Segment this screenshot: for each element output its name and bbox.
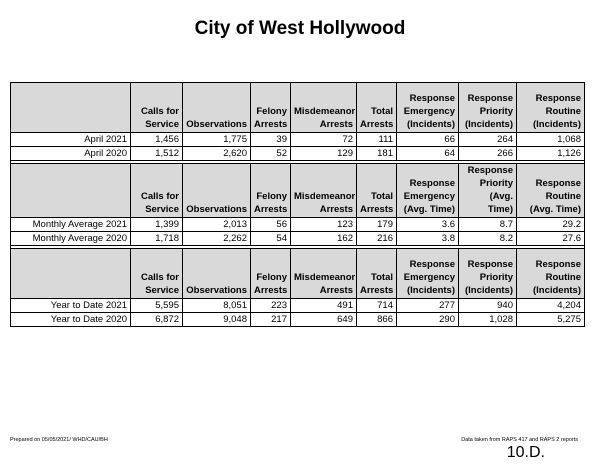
row-label: Monthly Average 2021 [11,218,131,232]
cell-routine: 27.6 [517,232,585,246]
cell-routine: 4,204 [517,299,585,313]
header-response-priority: Response Priority (Avg. Time) [459,164,517,218]
header-observations: Observations [183,83,251,133]
cell-emergency: 3.8 [397,232,459,246]
header-calls-for-service: Calls for Service [131,249,183,299]
prepared-note: Prepared on 05/05/2021/ WHD/CAU/BH [10,437,108,443]
cell-emergency: 290 [397,313,459,327]
cell-felony: 217 [251,313,291,327]
cell-routine: 29.2 [517,218,585,232]
header-blank-cell [11,83,131,133]
cell-felony: 56 [251,218,291,232]
header-total-arrests: Total Arrests [357,249,397,299]
cell-routine: 5,275 [517,313,585,327]
cell-priority: 940 [459,299,517,313]
cell-routine: 1,068 [517,133,585,147]
cell-total: 714 [357,299,397,313]
row-label: Year to Date 2020 [11,313,131,327]
cell-emergency: 277 [397,299,459,313]
cell-observations: 1,775 [183,133,251,147]
cell-routine: 1,126 [517,147,585,161]
cell-observations: 2,262 [183,232,251,246]
header-response-priority: Response Priority (Incidents) [459,83,517,133]
header-response-emergency: Response Emergency (Avg. Time) [397,164,459,218]
cell-total: 866 [357,313,397,327]
cell-priority: 8.2 [459,232,517,246]
cell-total: 216 [357,232,397,246]
cell-calls: 6,872 [131,313,183,327]
april-stats-table [10,82,585,170]
monthly-average-table [10,163,585,255]
cell-priority: 266 [459,147,517,161]
cell-misdemeanor: 649 [291,313,357,327]
year-to-date-table [10,248,585,327]
cell-misdemeanor: 72 [291,133,357,147]
header-misdemeanor-arrests: Misdemeanor Arrests [291,164,357,218]
table-row [11,313,585,327]
header-observations: Observations [183,164,251,218]
header-calls-for-service: Calls for Service [131,83,183,133]
cell-felony: 54 [251,232,291,246]
cell-total: 179 [357,218,397,232]
cell-misdemeanor: 162 [291,232,357,246]
page-title: City of West Hollywood [194,18,406,39]
header-observations: Observations [183,249,251,299]
table-row [11,218,585,232]
cell-emergency: 64 [397,147,459,161]
cell-calls: 1,512 [131,147,183,161]
table-row [11,147,585,161]
header-felony-arrests: Felony Arrests [251,249,291,299]
header-response-priority: Response Priority (Incidents) [459,249,517,299]
cell-total: 181 [357,147,397,161]
cell-priority: 8.7 [459,218,517,232]
cell-emergency: 3.6 [397,218,459,232]
cell-observations: 8,051 [183,299,251,313]
table-row [11,299,585,313]
cell-calls: 5,595 [131,299,183,313]
header-felony-arrests: Felony Arrests [251,164,291,218]
header-misdemeanor-arrests: Misdemeanor Arrests [291,83,357,133]
row-label: April 2021 [11,133,131,147]
header-response-routine: Response Routine (Incidents) [517,249,585,299]
header-response-emergency: Response Emergency (Incidents) [397,83,459,133]
cell-total: 111 [357,133,397,147]
cell-calls: 1,399 [131,218,183,232]
table-row [11,232,585,246]
page-reference: 10.D. [506,444,545,461]
cell-observations: 2,620 [183,147,251,161]
cell-felony: 223 [251,299,291,313]
table-header-row [11,83,585,133]
cell-calls: 1,718 [131,232,183,246]
header-blank-cell [11,249,131,299]
cell-priority: 1,028 [459,313,517,327]
cell-misdemeanor: 129 [291,147,357,161]
header-total-arrests: Total Arrests [357,164,397,218]
header-response-routine: Response Routine (Incidents) [517,83,585,133]
cell-misdemeanor: 123 [291,218,357,232]
header-response-routine: Response Routine (Avg. Time) [517,164,585,218]
row-label: April 2020 [11,147,131,161]
cell-misdemeanor: 491 [291,299,357,313]
cell-observations: 2,013 [183,218,251,232]
cell-felony: 52 [251,147,291,161]
header-total-arrests: Total Arrests [357,83,397,133]
header-calls-for-service: Calls for Service [131,164,183,218]
cell-observations: 9,048 [183,313,251,327]
table-header-row [11,164,585,218]
table-header-row [11,249,585,299]
header-felony-arrests: Felony Arrests [251,83,291,133]
cell-felony: 39 [251,133,291,147]
header-blank-cell [11,164,131,218]
data-source-note: Data taken from RAPS 417 and RAPS 2 reports [461,437,578,443]
header-misdemeanor-arrests: Misdemeanor Arrests [291,249,357,299]
cell-calls: 1,456 [131,133,183,147]
row-label: Year to Date 2021 [11,299,131,313]
row-label: Monthly Average 2020 [11,232,131,246]
table-row [11,133,585,147]
header-response-emergency: Response Emergency (Incidents) [397,249,459,299]
cell-emergency: 66 [397,133,459,147]
cell-priority: 264 [459,133,517,147]
